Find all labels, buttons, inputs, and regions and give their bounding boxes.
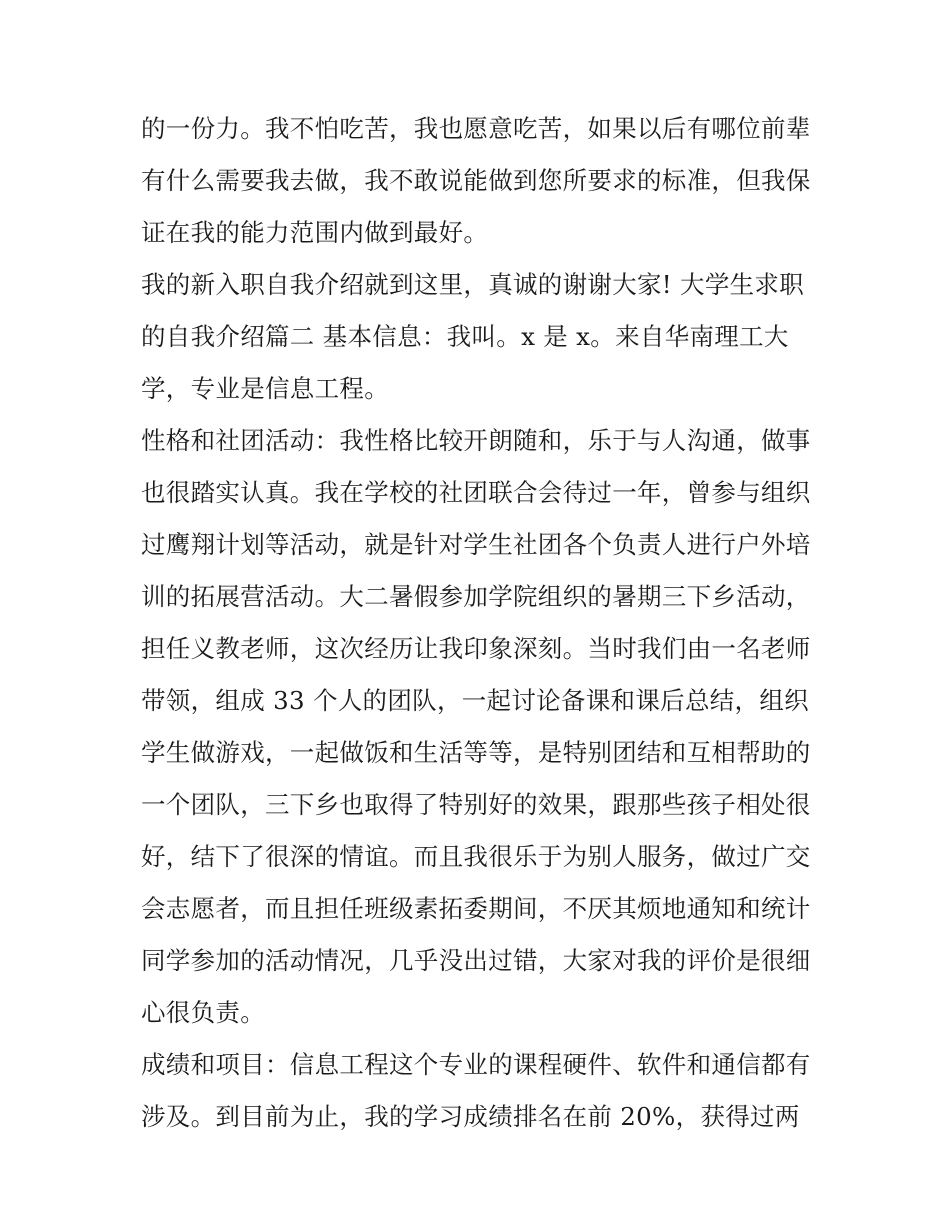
text-line: 学生做游戏，一起做饭和生活等等，是特别团结和互相帮助的 [141, 738, 811, 767]
text-line: 过鹰翔计划等活动，就是针对学生社团各个负责人进行户外培 [141, 530, 811, 559]
text-line: 会志愿者，而且担任班级素拓委期间，不厌其烦地通知和统计 [141, 894, 811, 923]
text-line: 心很负责。 [141, 998, 265, 1027]
text-line: 证在我的能力范围内做到最好。 [141, 218, 489, 247]
text-line: 的一份力。我不怕吃苦，我也愿意吃苦，如果以后有哪位前辈 [141, 114, 811, 143]
document-body [141, 103, 821, 1143]
text-line: 我的新入职自我介绍就到这里，真诚的谢谢大家! 大学生求职 [141, 270, 805, 299]
text-line: 好，结下了很深的情谊。而且我很乐于为别人服务，做过广交 [141, 842, 811, 871]
text-line: 担任义教老师，这次经历让我印象深刻。当时我们由一名老师 [141, 634, 811, 663]
text-line: 成绩和项目：信息工程这个专业的课程硬件、软件和通信都有 [141, 1050, 811, 1079]
text-line: 有什么需要我去做，我不敢说能做到您所要求的标准，但我保 [141, 166, 811, 195]
text-line: 的自我介绍篇二 基本信息：我叫。x 是 x。来自华南理工大 [141, 322, 789, 351]
text-line: 性格和社团活动：我性格比较开朗随和，乐于与人沟通，做事 [141, 426, 811, 455]
text-line: 带领，组成 33 个人的团队，一起讨论备课和课后总结，组织 [141, 686, 809, 715]
text-line: 同学参加的活动情况，几乎没出过错，大家对我的评价是很细 [141, 946, 811, 975]
text-line: 也很踏实认真。我在学校的社团联合会待过一年，曾参与组织 [141, 478, 811, 507]
text-line: 涉及。到目前为止，我的学习成绩排名在前 20%，获得过两 [141, 1102, 800, 1131]
text-line: 一个团队，三下乡也取得了特别好的效果，跟那些孩子相处很 [141, 790, 811, 819]
text-line: 训的拓展营活动。大二暑假参加学院组织的暑期三下乡活动， [141, 582, 811, 611]
text-line: 学，专业是信息工程。 [141, 374, 389, 403]
